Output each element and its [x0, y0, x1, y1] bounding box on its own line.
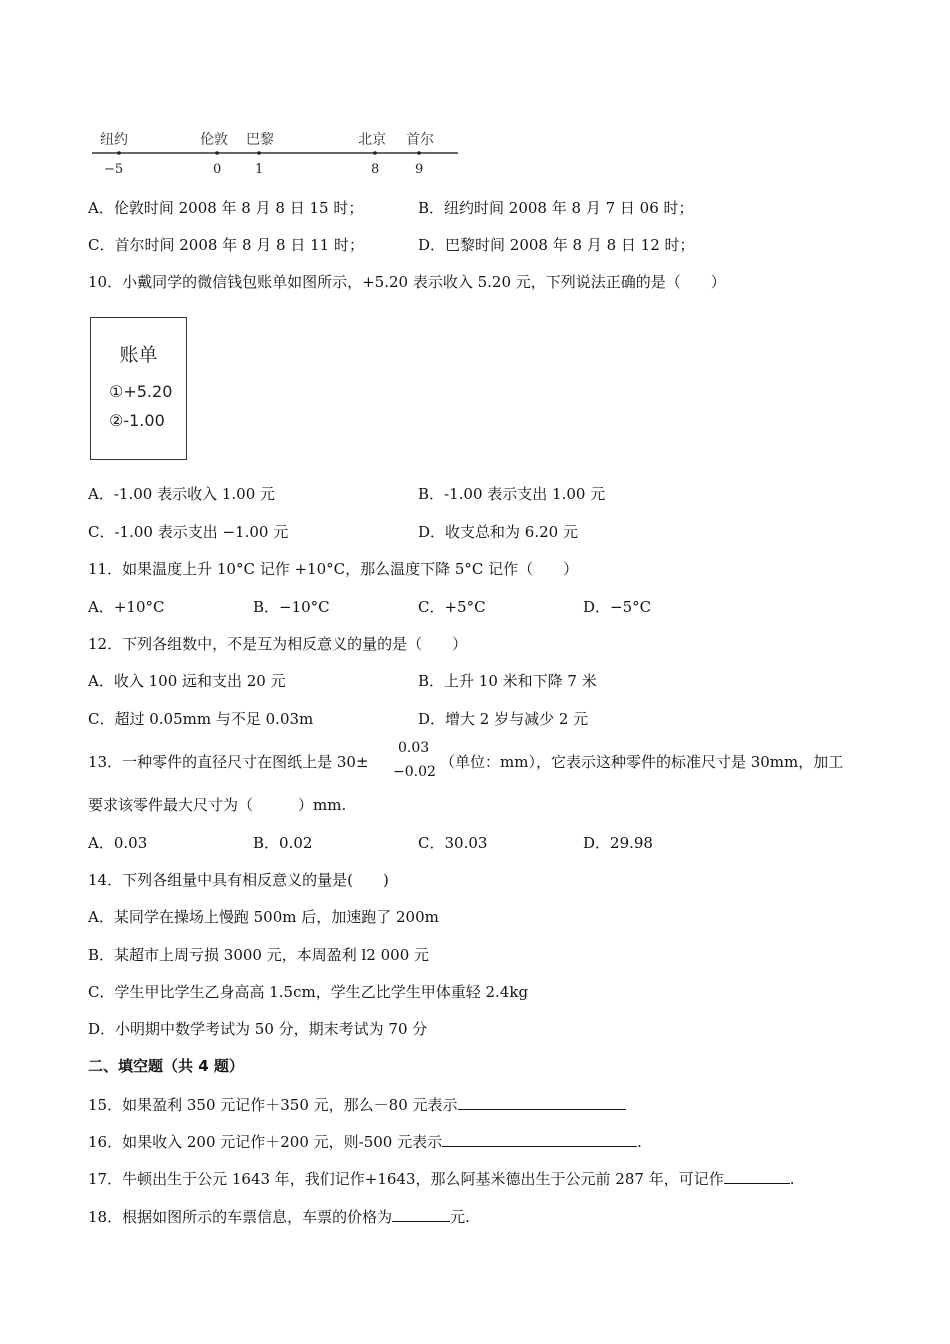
q13-option-b: B．0.02: [253, 834, 313, 852]
q11-option-b: B．−10°C: [253, 598, 330, 616]
q11-option-d: D．−5°C: [583, 598, 652, 616]
q13-stem-part3: 要求该零件最大尺寸为（ ）mm.: [88, 796, 347, 814]
q17: [88, 1169, 795, 1189]
q10-option-c: C．-1.00 表示支出 −1.00 元: [88, 523, 289, 541]
q13-option-d: D．29.98: [583, 834, 653, 852]
q17-end: .: [789, 1170, 795, 1188]
q13-stem-part1: 13．一种零件的直径尺寸在图纸上是 30±: [88, 753, 369, 771]
q18-end: 元.: [450, 1208, 470, 1226]
q14-stem: 14．下列各组量中具有相反意义的量是( ): [88, 871, 389, 889]
q10-option-a: A．-1.00 表示收入 1.00 元: [88, 485, 276, 503]
q11-stem: 11．如果温度上升 10°C 记作 +10°C，那么温度下降 5°C 记作（ ）: [88, 560, 579, 578]
q16-end: .: [637, 1133, 642, 1151]
q10-option-d: D．收支总和为 6.20 元: [418, 523, 578, 541]
city-label-beijing: 北京: [358, 132, 386, 148]
q10-stem: 10．小戴同学的微信钱包账单如图所示，+5.20 表示收入 5.20 元，下列说法正确的是（ ）: [88, 273, 726, 291]
city-label-paris: 巴黎: [246, 132, 274, 148]
q13-tolerance-lower: −0.02: [393, 764, 436, 780]
q17-answer-blank[interactable]: [724, 1169, 790, 1184]
q18: [88, 1207, 470, 1227]
value-label-newyork: −5: [104, 162, 124, 177]
bill-row-2: ②-1.00: [109, 411, 165, 430]
q12-option-c: C．超过 0.05mm 与不足 0.03m: [88, 710, 314, 728]
q10-option-b: B．-1.00 表示支出 1.00 元: [418, 485, 606, 503]
q11-option-a: A．+10°C: [88, 598, 165, 616]
value-label-beijing: 8: [371, 162, 380, 177]
bill-title: 账单: [119, 344, 158, 366]
q13-option-c: C．30.03: [418, 834, 488, 852]
q14-option-b: B．某超市上周亏损 3000 元，本周盈利 l2 000 元: [88, 946, 430, 964]
bill-row-1: ①+5.20: [109, 382, 173, 401]
q9-option-b: B．纽约时间 2008 年 8 月 7 日 06 时；: [418, 199, 694, 217]
q11-option-c: C．+5°C: [418, 598, 486, 616]
q14-option-d: D．小明期中数学考试为 50 分，期末考试为 70 分: [88, 1020, 428, 1038]
q17-stem: 17．牛顿出生于公元 1643 年，我们记作+1643，那么阿基米德出生于公元前 287 年，可记作: [88, 1170, 724, 1188]
q12-option-d: D．增大 2 岁与减少 2 元: [418, 710, 589, 728]
q15-answer-blank[interactable]: [458, 1095, 626, 1110]
timezone-number-line: [88, 125, 468, 185]
value-label-seoul: 9: [415, 162, 424, 177]
q13-option-a: A．0.03: [88, 834, 148, 852]
q16-answer-blank[interactable]: [442, 1132, 637, 1147]
q16: [88, 1132, 642, 1152]
q12-stem: 12．下列各组数中，不是互为相反意义的量的是（ ）: [88, 635, 468, 653]
q14-option-c: C．学生甲比学生乙身高高 1.5cm，学生乙比学生甲体重轻 2.4kg: [88, 983, 529, 1001]
value-label-london: 0: [213, 162, 222, 177]
q18-stem: 18．根据如图所示的车票信息，车票的价格为: [88, 1208, 393, 1226]
section-heading-fill-blank: 二、填空题（共 4 题）: [88, 1057, 244, 1075]
q13-tolerance-upper: 0.03: [398, 740, 430, 756]
city-label-newyork: 纽约: [100, 132, 128, 148]
q15: [88, 1095, 626, 1115]
q15-stem: 15．如果盈利 350 元记作＋350 元，那么－80 元表示: [88, 1096, 458, 1114]
wallet-bill-figure: [90, 317, 187, 460]
value-label-paris: 1: [255, 162, 264, 177]
q12-option-a: A．收入 100 远和支出 20 元: [88, 672, 286, 690]
number-line-axis: [88, 147, 468, 161]
q14-option-a: A．某同学在操场上慢跑 500m 后，加速跑了 200m: [88, 908, 439, 926]
city-label-london: 伦敦: [200, 132, 228, 148]
q9-option-a: A．伦敦时间 2008 年 8 月 8 日 15 时；: [88, 199, 364, 217]
q18-answer-blank[interactable]: [392, 1207, 450, 1222]
q13-stem-part2: （单位：mm），它表示这种零件的标准尺寸是 30mm，加工: [440, 753, 844, 771]
q9-option-d: D．巴黎时间 2008 年 8 月 8 日 12 时；: [418, 236, 695, 254]
city-label-seoul: 首尔: [406, 132, 434, 148]
q12-option-b: B．上升 10 米和下降 7 米: [418, 672, 597, 690]
q16-stem: 16．如果收入 200 元记作＋200 元，则-500 元表示: [88, 1133, 443, 1151]
q9-option-c: C．首尔时间 2008 年 8 月 8 日 11 时；: [88, 236, 364, 254]
